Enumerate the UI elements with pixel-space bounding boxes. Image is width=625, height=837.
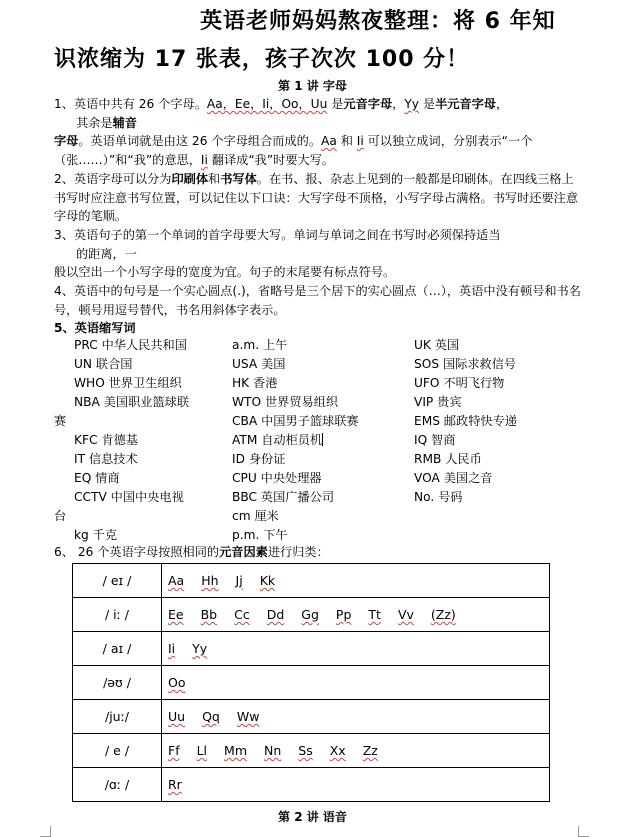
p1-yy: Yy <box>404 97 419 111</box>
page-corner-mark <box>578 826 589 837</box>
p1-text: 可以独立成词，分别表示“一个（张……）”和“我”的意思， <box>54 134 533 167</box>
vowel-table-row <box>73 768 550 802</box>
p1-text: ， <box>392 97 405 111</box>
letter-pair: Kk <box>259 573 276 588</box>
letter-pair: Mm <box>224 743 247 758</box>
abbr-item: SOS 国际求救信号 <box>414 357 517 371</box>
letter-pair: Zz <box>362 743 378 758</box>
abbr-item: IT 信息技术 <box>74 452 138 466</box>
abbr-row <box>54 469 594 488</box>
abbr-item: CPU 中央处理器 <box>232 471 322 485</box>
p1-consonant-term-2: 字母 <box>54 134 79 149</box>
p6-vowel-factor-term: 元音因素 <box>219 545 268 559</box>
abbr-item: UFO 不明飞行物 <box>414 376 505 390</box>
letters-cell <box>162 700 550 734</box>
abbr-item: KFC 肯德基 <box>74 433 138 447</box>
paragraph-6 <box>54 543 584 562</box>
abbr-item: UN 联合国 <box>74 357 133 371</box>
abbr-item: IQ 智商 <box>414 433 456 447</box>
phoneme-cell: /əʊ / <box>73 666 162 700</box>
paragraph-4: 4、英语中的句号是一个实心圆点(.)，省略号是三个居下的实心圆点（…），英语中没有顿号和书名号，顿号用逗号替代，书名用斜体字表示。 <box>54 284 581 317</box>
abbr-item: No. 号码 <box>414 490 463 504</box>
letter-pair: Ll <box>196 743 208 758</box>
phoneme-cell: /ɑː / <box>73 768 162 802</box>
letter-pair: Hh <box>201 573 219 588</box>
phoneme-cell: / iː / <box>73 598 162 632</box>
letter-pair: Oo <box>168 675 186 690</box>
letter-pair: Nn <box>264 743 282 758</box>
text-cursor <box>322 433 323 446</box>
letter-pair: Ff <box>168 743 180 758</box>
phoneme-cell: / aɪ / <box>73 632 162 666</box>
abbr-item: WTO 世界贸易组织 <box>232 395 339 409</box>
p6-text: 进行归类： <box>267 545 329 559</box>
p2-print-term: 印刷体 <box>171 172 209 186</box>
letter-pair: Aa <box>168 573 185 588</box>
abbr-item: VOA 美国之音 <box>414 471 493 485</box>
p1-consonant-term: 辅音 <box>112 115 137 130</box>
letter-pair: Rr <box>168 777 182 792</box>
letter-pair: Xx <box>329 743 346 758</box>
letter-pair: (Zz) <box>430 607 456 622</box>
p2-text: 和 <box>208 172 221 186</box>
abbr-item: EMS 邮政特快专递 <box>414 414 517 428</box>
lecture-2-heading: 第 2 讲 语音 <box>278 810 347 824</box>
letter-pair: Ii <box>168 641 176 656</box>
letters-cell <box>162 632 550 666</box>
abbr-row <box>54 336 594 355</box>
letter-pair: Dd <box>266 607 285 622</box>
abbr-row <box>54 355 594 374</box>
letter-pair: Bb <box>200 607 218 622</box>
abbr-item: p.m. 下午 <box>232 528 288 542</box>
abbr-row <box>54 393 594 412</box>
letter-pair: Qq <box>202 709 220 724</box>
abbr-item: VIP 贵宾 <box>414 395 462 409</box>
p1-text: 1、英语中共有 26 个字母。 <box>54 97 207 111</box>
letter-pair: Jj <box>235 573 243 588</box>
p1-text: ， <box>496 97 509 111</box>
letter-pair: Ee <box>168 607 184 622</box>
abbr-item: NBA 美国职业篮球联 <box>74 395 190 409</box>
p1-ii: Ii <box>356 134 364 149</box>
phoneme-cell: /juː/ <box>73 700 162 734</box>
letter-pair: Yy <box>192 641 208 656</box>
p3-text: 般以空出一个小写字母的宽度为宜。句子的末尾要有标点符号。 <box>54 265 396 280</box>
p2-text: 2、英语字母可以分为 <box>54 172 172 186</box>
abbreviations-list <box>54 336 594 545</box>
p1-vowel-term: 元音字母 <box>343 97 393 111</box>
lecture-1-heading: 第 1 讲 字母 <box>278 79 347 93</box>
abbr-item: kg 千克 <box>74 528 118 542</box>
abbreviations-heading: 5、英语缩写词 <box>54 321 136 335</box>
abbr-item <box>232 431 323 448</box>
paragraph-1 <box>54 95 584 169</box>
page-corner-mark <box>40 826 51 837</box>
letter-pair: Ww <box>236 709 260 724</box>
abbr-row <box>54 450 594 469</box>
headline-line-2: 识浓缩为 17 张表，孩子次次 100 分！ <box>54 47 470 72</box>
phoneme-cell: / e / <box>73 734 162 768</box>
letter-pair: Cc <box>234 607 250 622</box>
p1-semivowel-term: 半元音字母 <box>435 97 496 111</box>
p1-vowel-letters: Aa，Ee，Ii，Oo，Uu <box>206 97 328 111</box>
abbr-row <box>54 431 594 450</box>
letter-pair: Uu <box>168 709 186 724</box>
p1-text: 其余是 <box>76 115 113 130</box>
letters-cell <box>162 598 550 632</box>
p1-text: 。英语单词就是由这 26 个字母组合而成的。 <box>78 134 322 149</box>
abbr-item: 台 <box>54 509 67 523</box>
phoneme-cell: / eɪ / <box>73 564 162 598</box>
abbr-item: HK 香港 <box>232 376 278 390</box>
letter-pair: Ss <box>298 743 313 758</box>
vowel-table-row <box>73 632 550 666</box>
abbr-row <box>54 374 594 393</box>
p2-script-term: 书写体 <box>220 172 257 186</box>
abbr-item: CCTV 中国中央电视 <box>74 490 184 504</box>
p1-aa: Aa <box>321 134 337 149</box>
p6-text: 6、 26 个英语字母按照相同的 <box>54 545 220 559</box>
abbr-item: ID 身份证 <box>232 452 286 466</box>
abbr-item-text: ATM 自动柜员机 <box>232 433 323 447</box>
vowel-table-row <box>73 700 550 734</box>
abbr-item: 赛 <box>54 414 67 428</box>
p1-text: 是 <box>419 97 436 111</box>
abbr-row <box>54 488 594 507</box>
abbr-row <box>54 507 594 526</box>
letters-cell <box>162 564 550 598</box>
abbr-item: PRC 中华人民共和国 <box>74 338 187 352</box>
letter-pair: Tt <box>368 607 381 622</box>
vowel-table-row <box>73 564 550 598</box>
abbr-item: CBA 中国男子篮球联赛 <box>232 414 359 428</box>
abbr-item: RMB 人民币 <box>414 452 482 466</box>
vowel-table-row <box>73 666 550 700</box>
abbr-row <box>54 412 594 431</box>
abbr-item: EQ 情商 <box>74 471 120 485</box>
p1-ii-2: Ii <box>200 152 208 167</box>
headline-line-1: 英语老师妈妈熬夜整理：将 6 年知 <box>200 9 556 34</box>
letter-pair: Vv <box>397 607 414 622</box>
abbr-item: a.m. 上午 <box>232 338 288 352</box>
abbr-item: BBC 英国广播公司 <box>232 490 335 504</box>
p2-text: 。在书、报、杂志上见到的一般都是印刷体。在四线三格上书写时应注意书写位置，可以记住以下口诀：大写字母不顶格，小写字母占满格。书写时还要注意字母的笔顺。 <box>54 172 579 224</box>
vowel-grouping-table <box>72 563 550 802</box>
p1-text: 翻译成“我”时要大写。 <box>207 152 335 167</box>
letter-pair: Pp <box>335 607 352 622</box>
letters-cell <box>162 768 550 802</box>
vowel-table-row <box>73 734 550 768</box>
p3-text: 的距离，一 <box>76 246 137 261</box>
letters-cell <box>162 666 550 700</box>
vowel-table-row <box>73 598 550 632</box>
paragraph-2 <box>54 170 584 226</box>
letters-cell <box>162 734 550 768</box>
abbr-item: cm 厘米 <box>232 509 279 523</box>
p1-text: 是 <box>327 97 344 111</box>
paragraph-3 <box>54 226 584 282</box>
abbr-item: UK 英国 <box>414 338 460 352</box>
abbr-item: USA 美国 <box>232 357 286 371</box>
p1-text: 和 <box>336 134 357 149</box>
letter-pair: Gg <box>301 607 319 622</box>
abbr-item: WHO 世界卫生组织 <box>74 376 182 390</box>
p3-text: 3、英语句子的第一个单词的首字母要大写。单词与单词之间在书写时必须保持适当 <box>54 228 501 242</box>
